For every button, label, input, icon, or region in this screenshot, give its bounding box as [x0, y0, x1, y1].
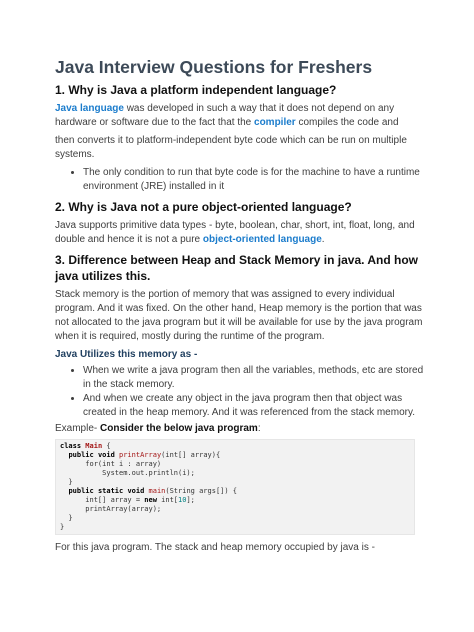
code-class-name: Main	[85, 442, 103, 450]
question-1-paragraph-2: then converts it to platform-independent byte code which can be run on multiple systems.	[55, 135, 407, 160]
code-text: (String args[]) {	[165, 487, 238, 495]
java-language-link[interactable]: Java language	[55, 103, 124, 114]
list-item: • When we write a java program then all the variables, methods, etc are stored in the stack memory.	[83, 364, 425, 392]
q2-text-end: .	[321, 234, 325, 245]
list-item: • And when we create any object in the java program then that object was created in the heap memory. And it was referenced from the stack memory.	[83, 392, 425, 420]
code-block	[55, 439, 415, 535]
question-2-heading: 2. Why is Java not a pure object-oriented language?	[55, 200, 352, 214]
compiler-link[interactable]: compiler	[254, 117, 296, 128]
code-text: ];	[186, 496, 195, 504]
code-line: }	[60, 514, 73, 522]
code-keyword: public static void	[68, 487, 145, 495]
question-1-paragraph	[55, 102, 425, 130]
code-number: 10	[178, 496, 187, 504]
code-method-name: printArray	[119, 451, 162, 459]
question-3-bullets	[55, 364, 425, 420]
object-oriented-language-link[interactable]: object-oriented language	[202, 234, 322, 245]
code-text: {	[102, 442, 111, 450]
code-text: int[] array =	[60, 496, 145, 504]
code-method-name: main	[148, 487, 166, 495]
code-line: for(int i : array)	[60, 460, 162, 468]
example-intro	[55, 422, 425, 436]
question-2-paragraph	[55, 219, 425, 247]
q1-text-b: compiles the code and	[295, 117, 399, 128]
page-title: Java Interview Questions for Freshers	[55, 57, 373, 77]
code-keyword: new	[144, 496, 157, 504]
code-line: System.out.println(i);	[60, 469, 195, 477]
question-3-paragraph: Stack memory is the portion of memory that was assigned to every individual program. And it was fixed. On the other hand, Heap memory is the portion that was not allocated to the java program but it will be available for use by the java program when it is required, mostly during the runtime of the program.	[55, 289, 423, 342]
code-line: }	[60, 478, 73, 486]
example-bold: Consider the below java program	[100, 423, 258, 434]
code-keyword: public void	[68, 451, 115, 459]
list-item: • The only condition to run that byte code is for the machine to have a runtime environment (JRE) installed in it	[83, 166, 425, 194]
document-page	[55, 56, 425, 555]
closing-paragraph: For this java program. The stack and heap memory occupied by java is -	[55, 542, 375, 553]
example-prefix: Example-	[55, 423, 101, 434]
code-line: }	[60, 523, 65, 531]
code-text: (int[] array){	[161, 451, 221, 459]
code-text: int[	[156, 496, 179, 504]
question-1-heading: 1. Why is Java a platform independent language?	[55, 83, 337, 97]
code-keyword: class	[60, 442, 82, 450]
question-3-heading: 3. Difference between Heap and Stack Memory in java. And how java utilizes this.	[55, 253, 418, 283]
q2-text: Java supports primitive data types - byte, boolean, char, short, int, float, long, and double and hence it is not a pure	[55, 220, 415, 245]
question-1-bullets	[55, 166, 425, 194]
memory-usage-subheading: Java Utilizes this memory as -	[55, 349, 198, 360]
example-suffix: :	[257, 423, 261, 434]
code-line: printArray(array);	[60, 505, 162, 513]
q1-text-a: was developed in such a way that it does not depend on any hardware or software due to the fact that the	[55, 103, 395, 128]
